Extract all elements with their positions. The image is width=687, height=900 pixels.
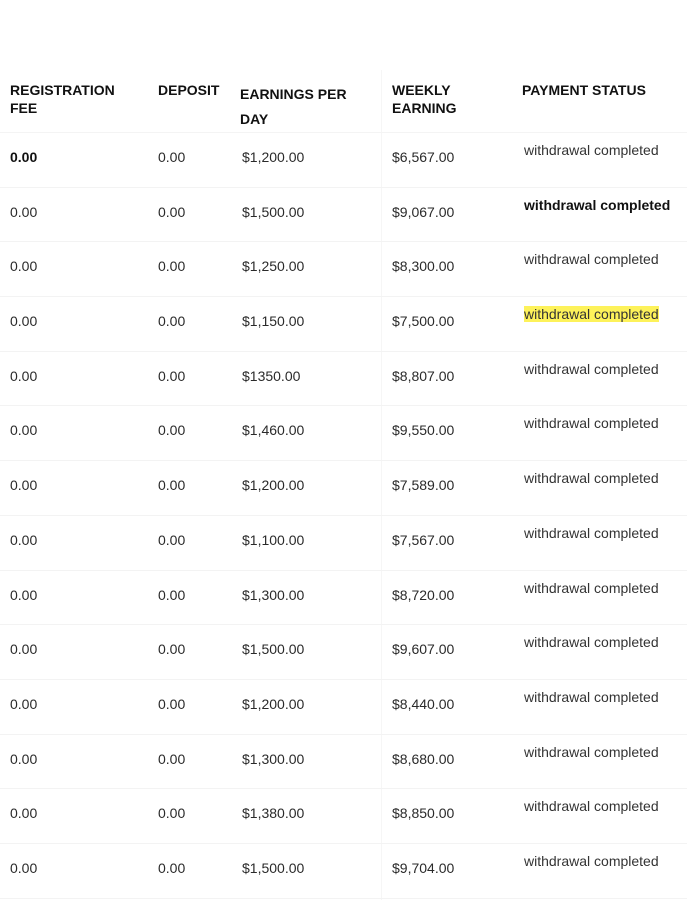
header-earnings-per-day: EARNINGS PER DAY (232, 70, 382, 133)
table-row (0, 679, 687, 734)
deposit-cell: 0.00 (148, 515, 232, 570)
earnings-per-day-cell: $1,100.00 (232, 515, 382, 570)
status-text: withdrawal completed (524, 306, 659, 323)
table-header (0, 70, 687, 133)
table-row (0, 515, 687, 570)
payment-status-cell (514, 515, 687, 570)
payment-status-cell (514, 351, 687, 406)
payment-status-cell (514, 570, 687, 625)
payment-status-cell (514, 187, 687, 242)
deposit-cell: 0.00 (148, 187, 232, 242)
status-text: withdrawal completed (524, 251, 659, 268)
earnings-per-day-cell: $1,200.00 (232, 679, 382, 734)
status-text: withdrawal completed (524, 196, 671, 213)
registration-fee-cell: 0.00 (0, 461, 148, 516)
registration-fee-cell: 0.00 (0, 187, 148, 242)
table-row (0, 406, 687, 461)
weekly-earning-cell: $7,589.00 (382, 461, 514, 516)
weekly-earning-cell: $9,704.00 (382, 843, 514, 898)
table-row (0, 789, 687, 844)
status-text: withdrawal completed (524, 470, 659, 487)
weekly-earning-cell: $8,720.00 (382, 570, 514, 625)
earnings-per-day-cell: $1,150.00 (232, 297, 382, 352)
registration-fee-cell: 0.00 (0, 570, 148, 625)
table-body (0, 133, 687, 899)
registration-fee-cell: 0.00 (0, 351, 148, 406)
status-text: withdrawal completed (524, 743, 659, 760)
header-weekly-earning: WEEKLY EARNING (382, 70, 514, 133)
table-row (0, 133, 687, 188)
deposit-cell: 0.00 (148, 789, 232, 844)
header-registration-fee: REGISTRATION FEE (0, 70, 148, 133)
payment-status-cell (514, 297, 687, 352)
earnings-per-day-cell: $1,250.00 (232, 242, 382, 297)
table-row (0, 734, 687, 789)
payment-status-cell (514, 679, 687, 734)
earnings-per-day-cell: $1,460.00 (232, 406, 382, 461)
payment-status-cell (514, 843, 687, 898)
table-row (0, 625, 687, 680)
weekly-earning-cell: $9,607.00 (382, 625, 514, 680)
deposit-cell: 0.00 (148, 242, 232, 297)
table-row (0, 570, 687, 625)
registration-fee-cell: 0.00 (0, 679, 148, 734)
registration-fee-cell: 0.00 (0, 625, 148, 680)
earnings-per-day-cell: $1,200.00 (232, 133, 382, 188)
deposit-cell: 0.00 (148, 570, 232, 625)
registration-fee-cell: 0.00 (0, 406, 148, 461)
status-text: withdrawal completed (524, 360, 659, 377)
table-row (0, 242, 687, 297)
registration-fee-cell: 0.00 (0, 297, 148, 352)
weekly-earning-cell: $8,807.00 (382, 351, 514, 406)
weekly-earning-cell: $8,300.00 (382, 242, 514, 297)
status-text: withdrawal completed (524, 415, 659, 432)
table-row (0, 187, 687, 242)
earnings-per-day-cell: $1,300.00 (232, 734, 382, 789)
deposit-cell: 0.00 (148, 297, 232, 352)
weekly-earning-cell: $7,500.00 (382, 297, 514, 352)
status-text: withdrawal completed (524, 524, 659, 541)
earnings-per-day-cell: $1,500.00 (232, 843, 382, 898)
registration-fee-cell: 0.00 (0, 734, 148, 789)
registration-fee-cell: 0.00 (0, 133, 148, 188)
deposit-cell: 0.00 (148, 679, 232, 734)
weekly-earning-cell: $8,440.00 (382, 679, 514, 734)
status-text: withdrawal completed (524, 852, 659, 869)
payment-status-cell (514, 242, 687, 297)
table-row (0, 297, 687, 352)
weekly-earning-cell: $6,567.00 (382, 133, 514, 188)
payment-status-cell (514, 406, 687, 461)
payment-status-cell (514, 734, 687, 789)
earnings-per-day-cell: $1,200.00 (232, 461, 382, 516)
payment-status-cell (514, 133, 687, 188)
payment-status-cell (514, 461, 687, 516)
table-row (0, 461, 687, 516)
earnings-table (0, 70, 687, 899)
deposit-cell: 0.00 (148, 461, 232, 516)
weekly-earning-cell: $8,850.00 (382, 789, 514, 844)
deposit-cell: 0.00 (148, 406, 232, 461)
status-text: withdrawal completed (524, 634, 659, 651)
earnings-per-day-cell: $1350.00 (232, 351, 382, 406)
payment-status-cell (514, 625, 687, 680)
status-text: withdrawal completed (524, 579, 659, 596)
status-text: withdrawal completed (524, 688, 659, 705)
deposit-cell: 0.00 (148, 351, 232, 406)
registration-fee-cell: 0.00 (0, 843, 148, 898)
weekly-earning-cell: $7,567.00 (382, 515, 514, 570)
status-text: withdrawal completed (524, 798, 659, 815)
table-row (0, 843, 687, 898)
table-row (0, 351, 687, 406)
status-text: withdrawal completed (524, 142, 659, 158)
registration-fee-cell: 0.00 (0, 789, 148, 844)
registration-fee-cell: 0.00 (0, 515, 148, 570)
earnings-per-day-cell: $1,380.00 (232, 789, 382, 844)
deposit-cell: 0.00 (148, 734, 232, 789)
weekly-earning-cell: $9,067.00 (382, 187, 514, 242)
earnings-per-day-cell: $1,300.00 (232, 570, 382, 625)
header-payment-status: PAYMENT STATUS (514, 70, 687, 133)
deposit-cell: 0.00 (148, 843, 232, 898)
earnings-per-day-cell: $1,500.00 (232, 187, 382, 242)
deposit-cell: 0.00 (148, 625, 232, 680)
deposit-cell: 0.00 (148, 133, 232, 188)
header-deposit: DEPOSIT (148, 70, 232, 133)
header-row (0, 70, 687, 133)
payment-status-cell (514, 789, 687, 844)
registration-fee-cell: 0.00 (0, 242, 148, 297)
earnings-per-day-cell: $1,500.00 (232, 625, 382, 680)
weekly-earning-cell: $8,680.00 (382, 734, 514, 789)
weekly-earning-cell: $9,550.00 (382, 406, 514, 461)
